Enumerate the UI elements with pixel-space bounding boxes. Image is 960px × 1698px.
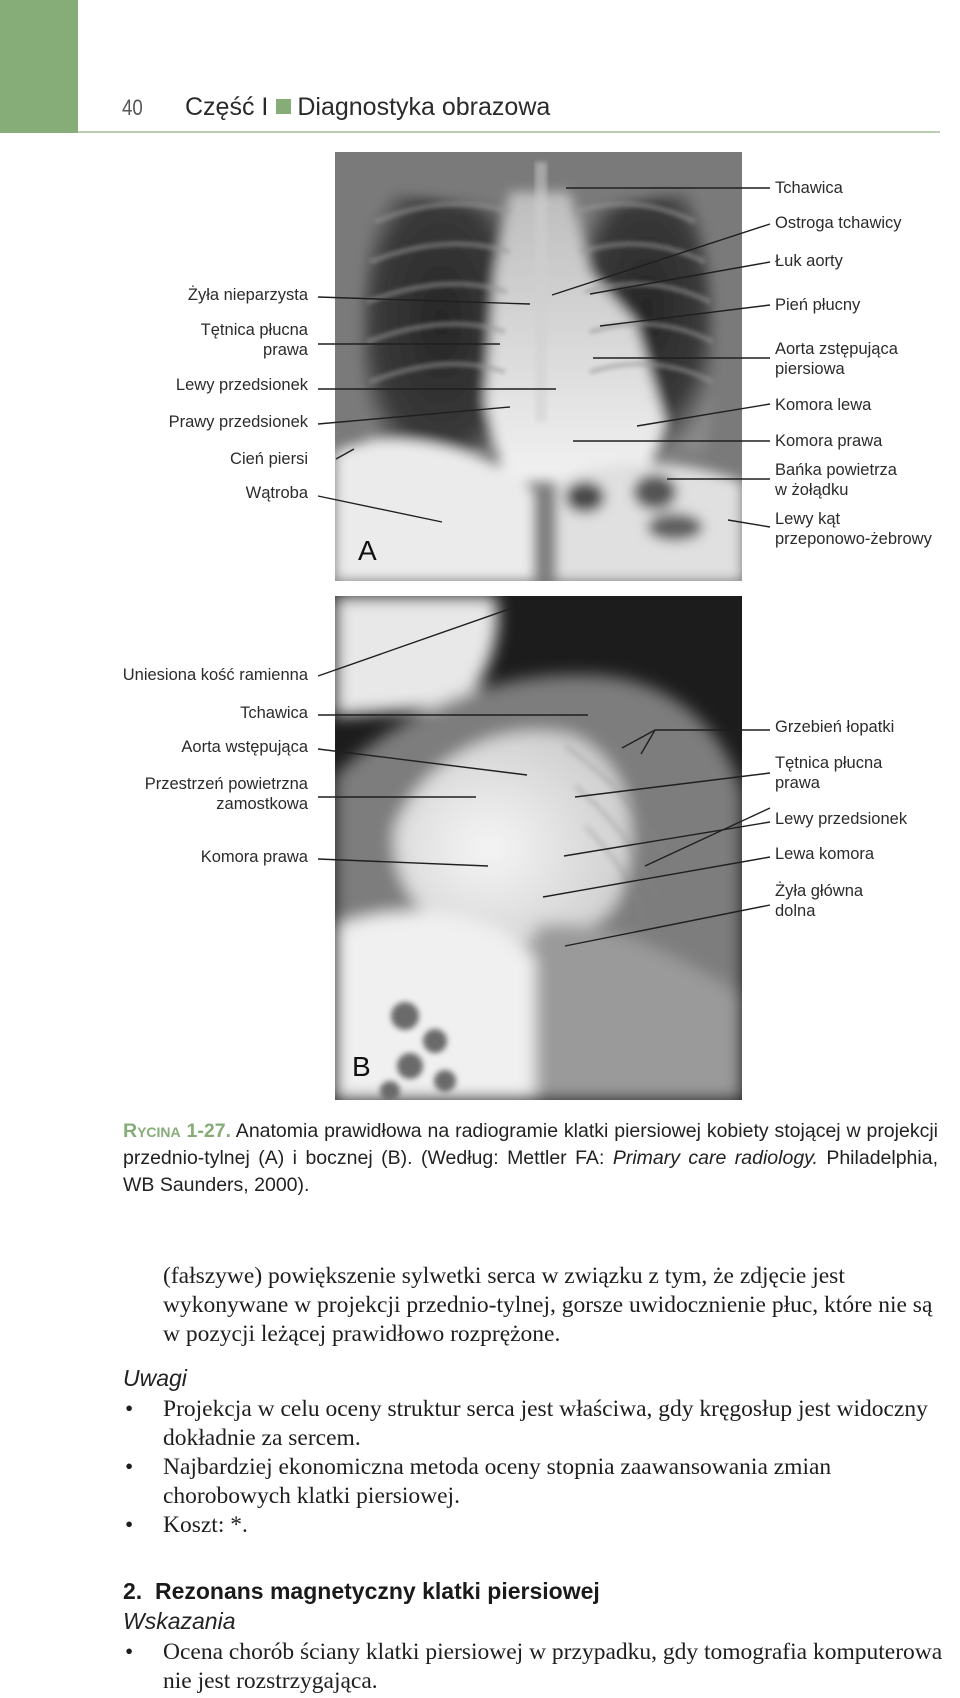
list-item: • Koszt: *. — [125, 1512, 248, 1538]
xray-b-image — [335, 596, 742, 1100]
chapter-color-tab — [0, 0, 78, 133]
bullet-icon: • — [125, 1512, 134, 1538]
label-zyla-nieparzysta: Żyła nieparzysta — [187, 286, 308, 304]
figure-caption — [123, 1118, 938, 1199]
list-item: • Najbardziej ekonomiczna metoda oceny stopnia zaawansowania zmian chorobowych klatki piersiowej. — [125, 1454, 832, 1509]
panel-b-letter: B — [352, 1051, 371, 1082]
label-lewy-przedsionek-b: Lewy przedsionek — [775, 810, 908, 828]
panel-a-letter: A — [358, 535, 377, 566]
label-cien-piersi: Cień piersi — [230, 450, 308, 468]
caption-text-before: Anatomia prawidłowa na radiogramie klatki piersiowej kobiety stojącej w projekcji przednio-tylnej (A) i bocznej (B). (Według: Mettler FA: — [123, 1120, 938, 1169]
label-uniesiona-kosc: Uniesiona kość ramienna — [122, 666, 308, 684]
bullet-icon: • — [125, 1639, 134, 1665]
notes-list — [123, 1395, 943, 1540]
body-paragraph: (fałszywe) powiększenie sylwetki serca w związku z tym, że zdjęcie jest wykonywane w projekcji przednio-tylnej, gorsze uwidocznienie płuc, które nie są w pozycji leżącej prawidłowo rozprężone. — [163, 1263, 933, 1347]
label-grzebien-lopatki: Grzebień łopatki — [775, 718, 895, 736]
chapter-title: Diagnostyka obrazowa — [297, 93, 551, 121]
label-lewy-kat: Lewy kąt przeponowo-żebrowy — [775, 510, 932, 548]
label-lewy-przedsionek: Lewy przedsionek — [175, 376, 308, 394]
label-luk-aorty: Łuk aorty — [775, 252, 843, 270]
caption-label: Rycina 1-27. — [123, 1120, 231, 1142]
label-przestrzen-zamostkowa: Przestrzeń powietrzna zamostkowa — [144, 775, 308, 813]
bullet-icon: • — [125, 1396, 134, 1422]
label-watroba: Wątroba — [245, 484, 308, 502]
xray-panel-a — [335, 152, 742, 581]
part-label: Część I — [185, 93, 269, 121]
label-komora-prawa-a: Komora prawa — [775, 432, 883, 450]
section-title: 2. Rezonans magnetyczny klatki piersiowej — [123, 1578, 600, 1604]
label-banka-powietrza: Bańka powietrza w żołądku — [775, 461, 897, 499]
label-aorta-zstepujaca: Aorta zstępująca piersiowa — [775, 340, 898, 378]
running-head — [185, 93, 550, 122]
label-ostroga-tchawicy: Ostroga tchawicy — [775, 214, 902, 232]
label-prawy-przedsionek: Prawy przedsionek — [168, 413, 308, 431]
label-tchawica-a: Tchawica — [775, 179, 843, 197]
header-rule — [78, 131, 940, 133]
label-komora-prawa-b: Komora prawa — [200, 848, 308, 866]
separator-square-icon — [276, 99, 291, 114]
label-lewa-komora: Lewa komora — [775, 845, 875, 863]
indications-heading: Wskazania — [123, 1608, 236, 1634]
label-tchawica-b: Tchawica — [240, 704, 308, 722]
label-tetnica-plucna-prawa: Tętnica płucna prawa — [200, 321, 308, 359]
list-item: • Projekcja w celu oceny struktur serca jest właściwa, gdy kręgosłup jest widoczny dokładnie za sercem. — [125, 1396, 928, 1451]
caption-text-after: Philadelphia, WB Saunders, 2000). — [123, 1147, 938, 1196]
notes-heading: Uwagi — [123, 1365, 187, 1391]
label-tetnica-plucna-prawa-b: Tętnica płucna prawa — [775, 754, 883, 792]
bullet-icon: • — [125, 1454, 134, 1480]
xray-panel-b — [335, 596, 742, 1100]
list-item: • Ocena chorób ściany klatki piersiowej w przypadku, gdy tomografia komputerowa nie jest rozstrzygająca. — [125, 1639, 943, 1694]
label-pien-plucny: Pień płucny — [775, 296, 861, 314]
label-zyla-glowna-dolna: Żyła główna dolna — [775, 882, 864, 920]
xray-a-image — [335, 152, 742, 581]
caption-italic-title: Primary care radiology. — [612, 1147, 818, 1169]
indications-list — [123, 1638, 943, 1696]
label-komora-lewa: Komora lewa — [775, 396, 872, 414]
label-aorta-wstepujaca: Aorta wstępująca — [181, 738, 308, 756]
page-number: 40 — [122, 95, 143, 120]
